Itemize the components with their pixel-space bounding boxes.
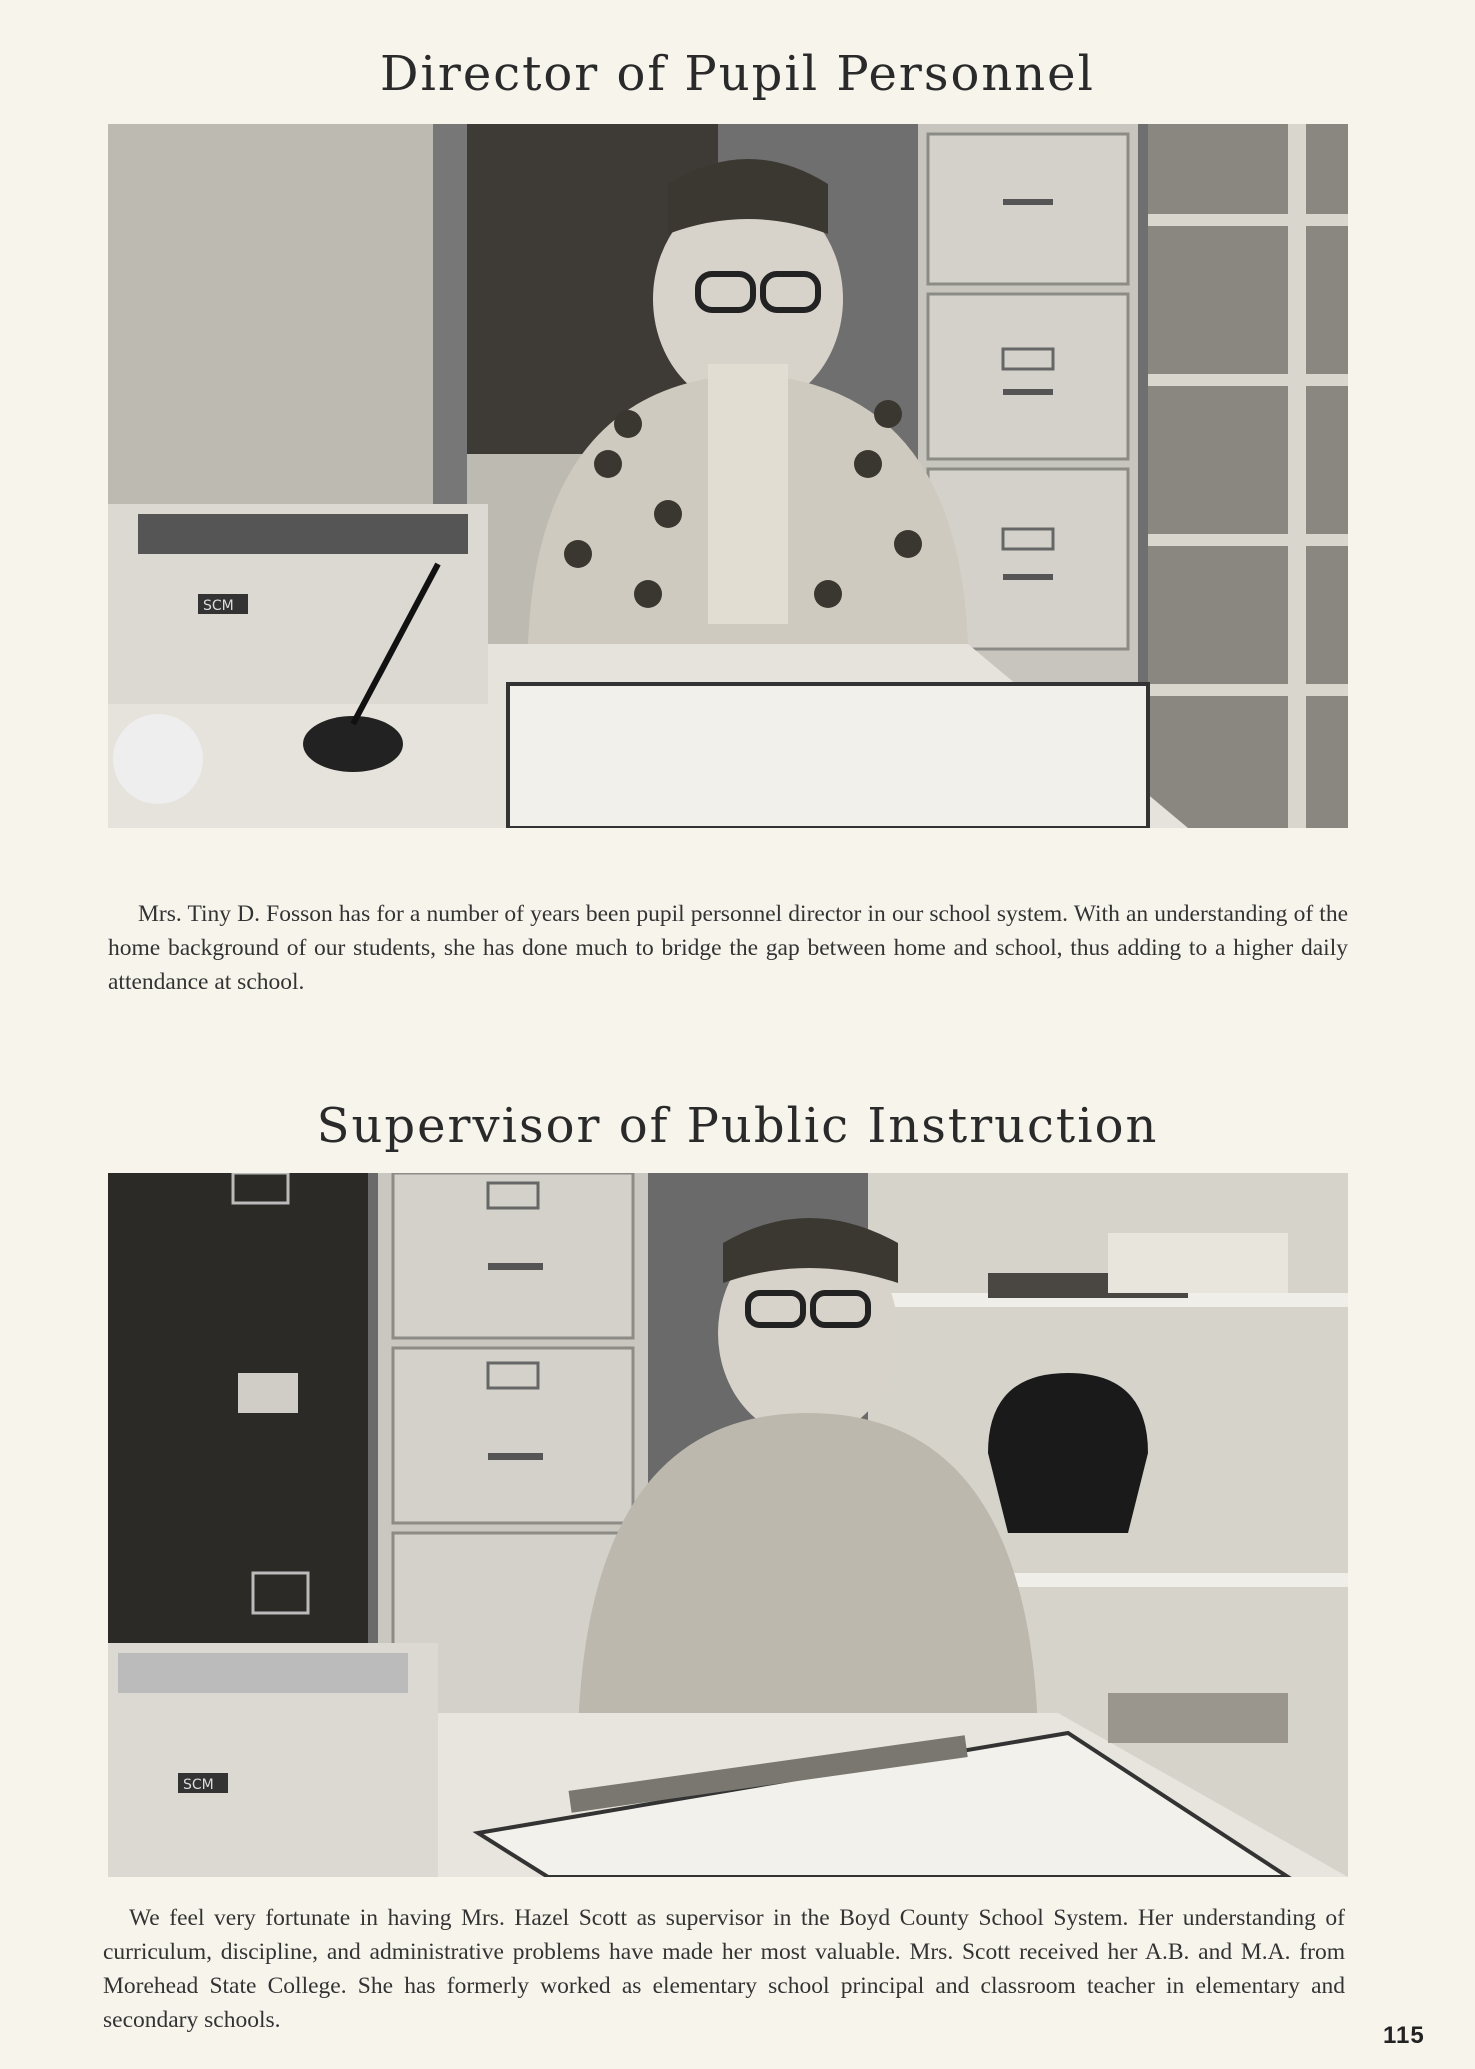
photo-supervisor-public-instruction bbox=[108, 1173, 1348, 1877]
caption-director-pupil-personnel: Mrs. Tiny D. Fosson has for a number of years been pupil personnel director in our school system. With an understanding of the home background of our students, she has done much to bridge the gap between home and school, thus adding to a higher daily attendance at school. bbox=[108, 901, 1348, 995]
typewriter-brand: SCM bbox=[203, 598, 234, 614]
photo-director-pupil-personnel bbox=[108, 124, 1348, 828]
page-number: 115 bbox=[1383, 2022, 1425, 2049]
typewriter-brand-2: SCM bbox=[183, 1777, 214, 1793]
section-heading-public-instruction: Supervisor of Public Instruction bbox=[316, 1098, 1159, 1154]
caption-supervisor-public-instruction: We feel very fortunate in having Mrs. Hazel Scott as supervisor in the Boyd County School System. Her understanding of curriculum, discipline, and administrative problems have made her most valuable. Mrs. Scott received her A.B. and M.A. from Morehead State College. She has formerly worked as elementary school principal and classroom teacher in elementary and secondary schools. bbox=[103, 1905, 1345, 2033]
section-heading-pupil-personnel: Director of Pupil Personnel bbox=[380, 46, 1095, 102]
